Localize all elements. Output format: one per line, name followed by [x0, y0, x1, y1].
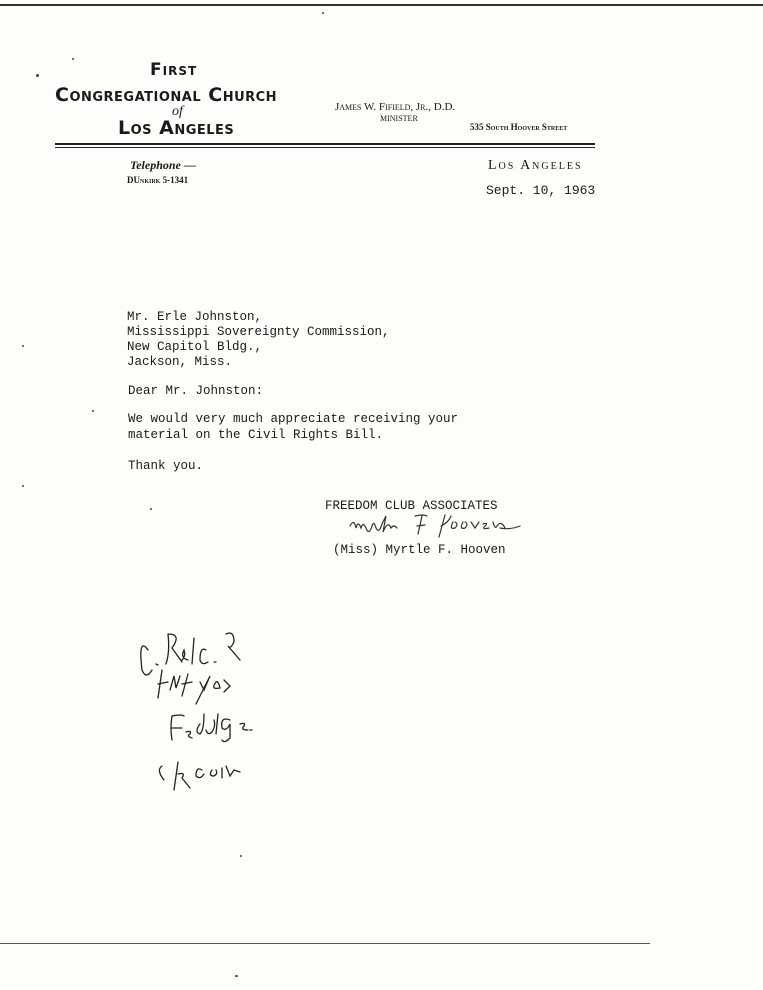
- recipient-line: Mr. Erle Johnston,: [127, 310, 263, 324]
- scan-speck: [322, 12, 324, 14]
- recipient-line: New Capitol Bldg.,: [127, 340, 263, 354]
- letter-date: Sept. 10, 1963: [486, 183, 596, 198]
- church-address: 535 South Hoover Street: [470, 122, 568, 132]
- handwritten-signature: [345, 512, 525, 544]
- minister-name: James W. Fifield, Jr., D.D.: [335, 101, 456, 113]
- body-line: We would very much appreciate receiving your: [128, 412, 459, 426]
- church-name-of: of: [172, 104, 183, 119]
- scan-speck: [72, 58, 74, 60]
- minister-title: MINISTER: [380, 114, 418, 123]
- scan-speck: [22, 485, 24, 487]
- telephone-number: DUnkirk 5-1341: [127, 175, 189, 185]
- signer-name: (Miss) Myrtle F. Hooven: [333, 543, 506, 557]
- scan-speck: [235, 975, 238, 977]
- salutation: Dear Mr. Johnston:: [128, 384, 264, 398]
- letterhead-city: Los Angeles: [488, 158, 583, 173]
- scan-speck: [240, 855, 242, 857]
- letterhead-rule: [55, 143, 595, 145]
- recipient-line: Jackson, Miss.: [127, 355, 233, 369]
- closing: Thank you.: [128, 459, 204, 473]
- scan-speck: [92, 410, 94, 412]
- church-name-congregational: Congregational Church: [55, 84, 278, 106]
- top-edge-rule: [0, 4, 763, 6]
- handwritten-note: [130, 620, 300, 800]
- bottom-edge-rule: [0, 943, 650, 944]
- church-name-los-angeles: Los Angeles: [118, 117, 235, 139]
- body-line: material on the Civil Rights Bill.: [128, 428, 384, 442]
- scan-speck: [22, 345, 24, 347]
- organization-name: FREEDOM CLUB ASSOCIATES: [325, 499, 498, 513]
- letterhead-rule-thin: [55, 147, 595, 148]
- telephone-label: Telephone —: [130, 158, 196, 172]
- recipient-line: Mississippi Sovereignty Commission,: [127, 325, 390, 339]
- scan-speck: [150, 508, 152, 510]
- church-name-first: First: [150, 60, 198, 80]
- scan-speck: [36, 74, 39, 77]
